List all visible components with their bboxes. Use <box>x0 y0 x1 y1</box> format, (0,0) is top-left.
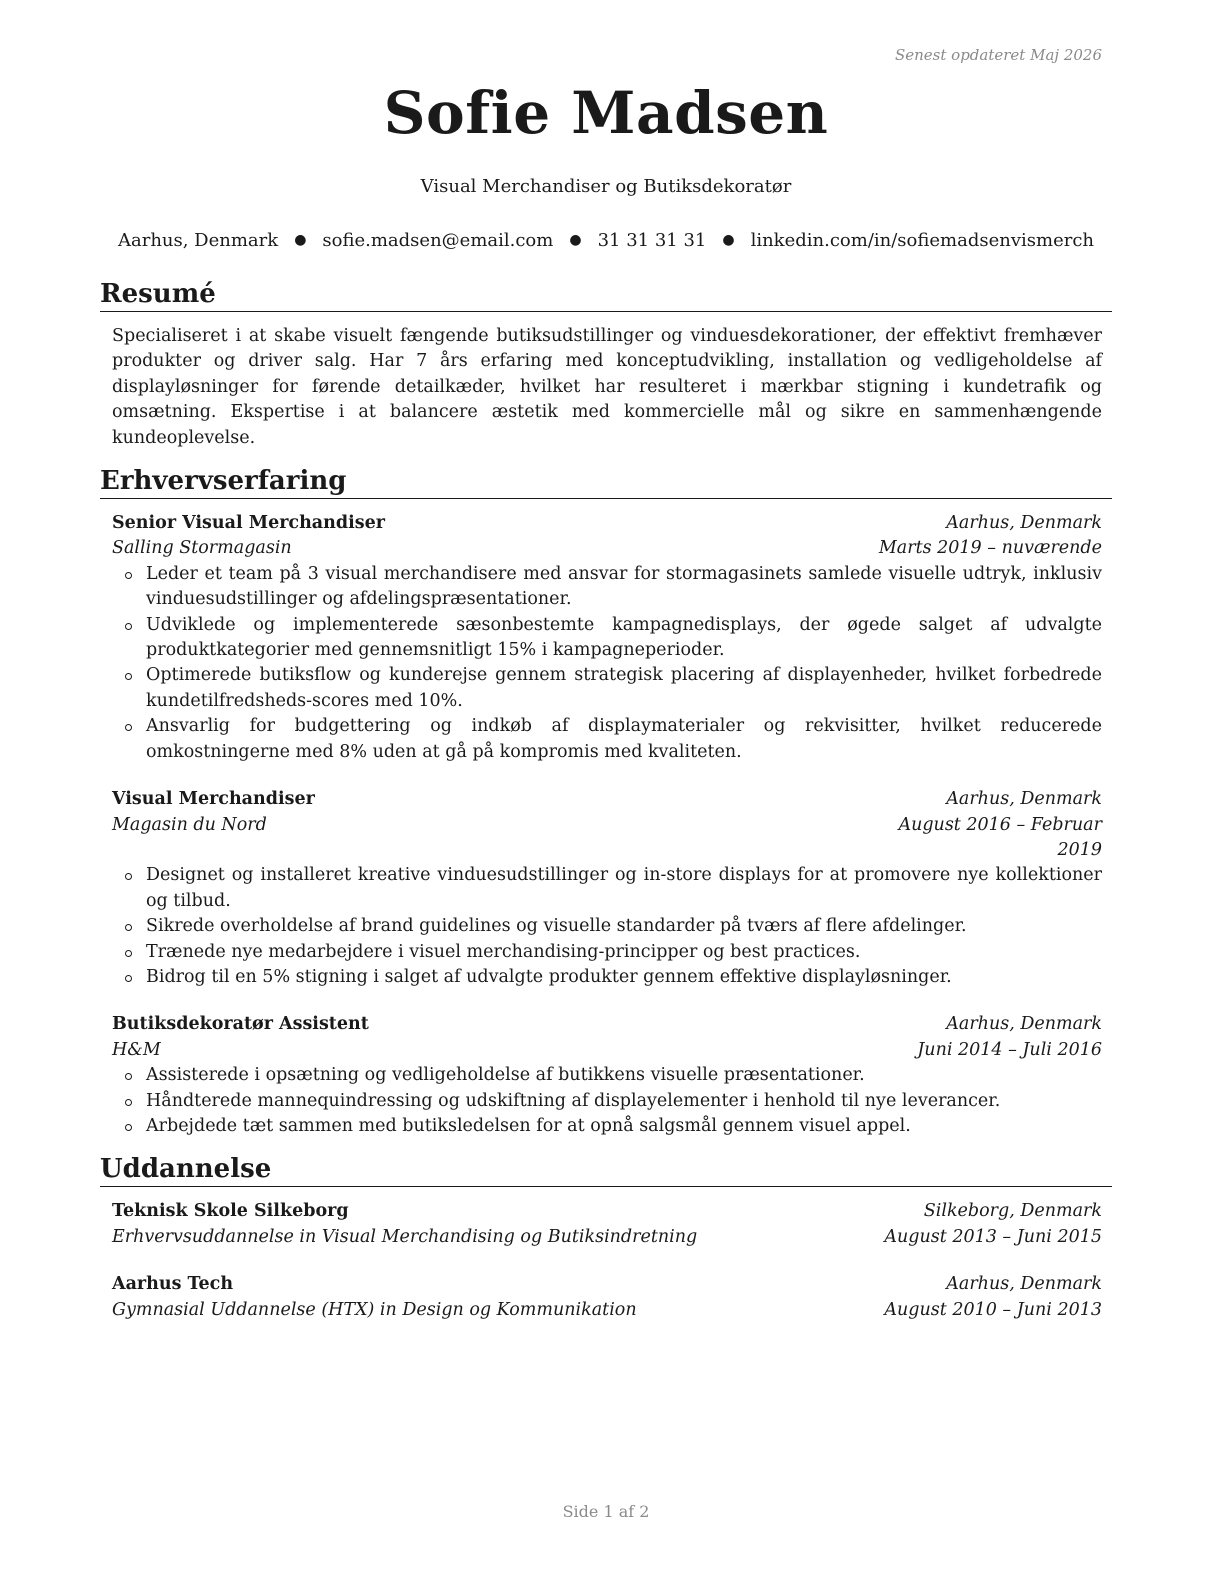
education-entry <box>112 1272 1102 1323</box>
candidate-name: Sofie Madsen <box>383 79 829 147</box>
candidate-tagline: Visual Merchandiser og Butiksdekoratør <box>420 176 792 197</box>
job-bullets <box>112 1063 1102 1139</box>
bullet-item: Håndterede mannequindressing og udskiftning af displayelementer i henhold til nye leverancer. <box>146 1089 1102 1114</box>
summary-text: Specialiseret i at skabe visuelt fængende butiksudstillinger og vinduesdekorationer, der effektivt fremhæver produkter og driver salg. Har 7 års erfaring med konceptudvikling, installation og vedligeholdelse af displayløsninger for førende detailkæder, hvilket har resulteret i mærkbar stigning i kundetrafik og omsætning. Ekspertise i at balancere æstetik med kommercielle mål og sikre en sammenhængende kundeoplevelse. <box>112 326 1102 448</box>
bullet-item: Bidrog til en 5% stigning i salget af udvalgte produkter gennem effektive displayløsninger. <box>146 965 1102 990</box>
page-number: Side 1 af 2 <box>562 1502 650 1521</box>
separator-dot: ● <box>569 232 582 248</box>
section-title-education: Uddannelse <box>100 1153 1112 1187</box>
section-title-experience: Erhvervserfaring <box>100 465 1112 499</box>
job-entry <box>112 511 1102 765</box>
last-updated: Senest opdateret Maj 2026 <box>894 46 1102 64</box>
school-dates: August 2010 – Juni 2013 <box>884 1299 1102 1320</box>
job-entry <box>112 787 1102 990</box>
job-company: H&M <box>112 1039 161 1060</box>
resume-page <box>100 0 1112 1584</box>
bullet-item: Sikrede overholdelse af brand guidelines og visuelle standarder på tværs af flere afdelinger. <box>146 914 1102 939</box>
job-location: Aarhus, Denmark <box>946 789 1102 810</box>
education-entry <box>112 1199 1102 1250</box>
job-location: Aarhus, Denmark <box>946 513 1102 534</box>
job-bullets <box>112 863 1102 990</box>
separator-dot: ● <box>294 232 307 248</box>
section-title-summary: Resumé <box>100 278 1112 312</box>
job-location: Aarhus, Denmark <box>946 1014 1102 1035</box>
job-company: Salling Stormagasin <box>112 538 292 559</box>
job-role: Visual Merchandiser <box>112 789 315 810</box>
job-dates: Juni 2014 – Juli 2016 <box>917 1039 1102 1060</box>
bullet-item: Udviklede og implementerede sæsonbestemte kampagnedisplays, der øgede salget af udvalgte produktkategorier med gennemsnitligt 15% i kampagneperioder. <box>146 613 1102 664</box>
bullet-item: Trænede nye medarbejdere i visuel merchandising-principper og best practices. <box>146 940 1102 965</box>
bullet-item: Designet og installeret kreative vinduesudstillinger og in-store displays for at promovere nye kollektioner og tilbud. <box>146 863 1102 914</box>
school-location: Aarhus, Denmark <box>946 1274 1102 1295</box>
separator-dot: ● <box>722 232 735 248</box>
job-dates: Marts 2019 – nuværende <box>878 538 1102 559</box>
resume-body <box>100 278 1112 1323</box>
job-entry <box>112 1012 1102 1139</box>
bullet-item: Arbejdede tæt sammen med butiksledelsen for at opnå salgsmål gennem visuel appel. <box>146 1114 1102 1139</box>
contact-email[interactable]: sofie.madsen@email.com <box>322 230 554 251</box>
school-name: Aarhus Tech <box>112 1274 234 1295</box>
contact-phone[interactable]: 31 31 31 31 <box>597 230 707 251</box>
school-dates: August 2013 – Juni 2015 <box>884 1226 1102 1247</box>
contact-location: Aarhus, Denmark <box>117 230 279 251</box>
job-role: Senior Visual Merchandiser <box>112 513 385 534</box>
job-dates: August 2016 – Februar 2019 <box>898 814 1102 860</box>
contact-line <box>100 228 1112 253</box>
school-degree: Erhvervsuddannelse in Visual Merchandising og Butiksindretning <box>112 1226 698 1247</box>
bullet-item: Leder et team på 3 visual merchandisere med ansvar for stormagasinets samlede visuelle udtryk, inklusiv vinduesudstillinger og afdelingspræsentationer. <box>146 562 1102 613</box>
school-location: Silkeborg, Denmark <box>923 1201 1102 1222</box>
job-company: Magasin du Nord <box>112 814 267 835</box>
bullet-item: Ansvarlig for budgettering og indkøb af displaymaterialer og rekvisitter, hvilket reducerede omkostningerne med 8% uden at gå på kompromis med kvaliteten. <box>146 714 1102 765</box>
bullet-item: Optimerede butiksflow og kunderejse gennem strategisk placering af displayenheder, hvilket forbedrede kundetilfredsheds-scores med 10%. <box>146 663 1102 714</box>
contact-linkedin[interactable]: linkedin.com/in/sofiemadsenvismerch <box>750 230 1095 251</box>
job-bullets <box>112 562 1102 765</box>
job-role: Butiksdekoratør Assistent <box>112 1014 369 1035</box>
school-degree: Gymnasial Uddannelse (HTX) in Design og Kommunikation <box>112 1299 637 1320</box>
bullet-item: Assisterede i opsætning og vedligeholdelse af butikkens visuelle præsentationer. <box>146 1063 1102 1088</box>
school-name: Teknisk Skole Silkeborg <box>112 1201 349 1222</box>
